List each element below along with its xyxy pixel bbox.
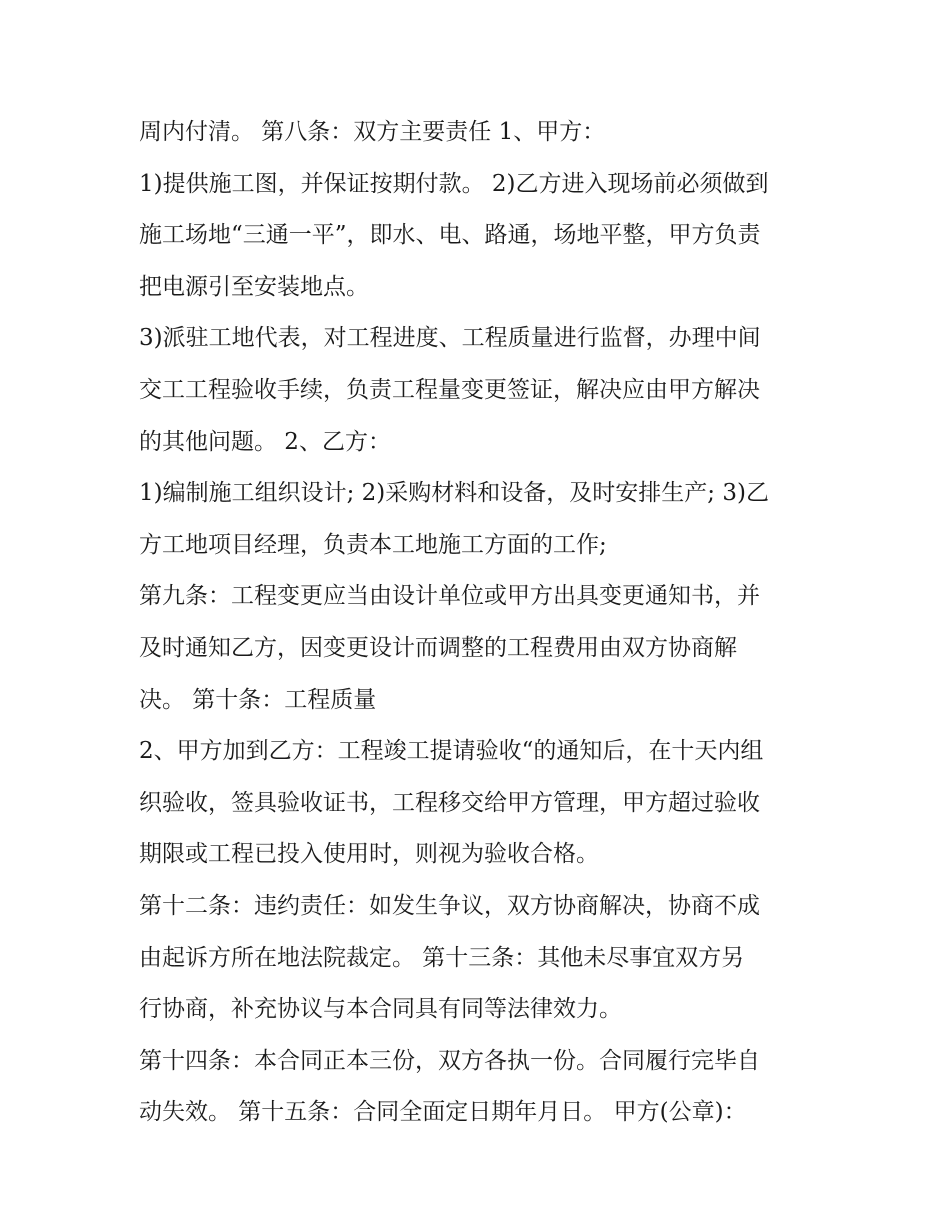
text-line: 的其他问题。 2、乙方： <box>139 428 391 455</box>
text-line: 1)编制施工组织设计; 2)采购材料和设备，及时安排生产; 3)乙 <box>139 480 769 507</box>
text-line: 施工场地“三通一平”，即水、电、路通，场地平整，甲方负责 <box>139 222 761 249</box>
paragraph-article-9-10 <box>139 571 819 726</box>
text-line: 动失效。 第十五条：合同全面定日期年月日。 甲方(公章)： <box>139 1099 747 1126</box>
text-line: 行协商，补充协议与本合同具有同等法律效力。 <box>139 996 622 1023</box>
text-line: 期限或工程已投入使用时，则视为验收合格。 <box>139 841 599 868</box>
contract-text-body <box>139 107 819 1139</box>
text-line: 3)派驻工地代表，对工程进度、工程质量进行监督，办理中间 <box>139 325 761 352</box>
text-line: 交工工程验收手续，负责工程量变更签证，解决应由甲方解决 <box>139 376 760 403</box>
paragraph-article-12-13 <box>139 881 819 1036</box>
paragraph-party-a-duty-1 <box>139 159 819 314</box>
text-line: 第九条：工程变更应当由设计单位或甲方出具变更通知书，并 <box>139 583 760 610</box>
text-line: 决。 第十条：工程质量 <box>139 686 377 713</box>
text-line: 周内付清。 第八条：双方主要责任 1、甲方： <box>139 119 606 145</box>
text-line: 1)提供施工图，并保证按期付款。 2)乙方进入现场前必须做到 <box>139 170 769 197</box>
text-line: 把电源引至安装地点。 <box>139 273 369 300</box>
text-line: 第十二条：违约责任：如发生争议，双方协商解决，协商不成 <box>139 892 760 919</box>
text-line: 由起诉方所在地法院裁定。 第十三条：其他未尽事宜双方另 <box>139 944 745 971</box>
text-line: 第十四条：本合同正本三份，双方各执一份。合同履行完毕自 <box>139 1047 760 1074</box>
text-line: 织验收，签具验收证书，工程移交给甲方管理，甲方超过验收 <box>139 789 760 816</box>
paragraph-party-a-duty-3 <box>139 313 819 468</box>
paragraph-party-b-duties <box>139 468 819 571</box>
paragraph-payment-and-article-8 <box>139 107 819 159</box>
paragraph-acceptance <box>139 726 819 881</box>
text-line: 方工地项目经理，负责本工地施工方面的工作; <box>139 531 607 558</box>
paragraph-article-14-15 <box>139 1036 819 1139</box>
text-line: 2、甲方加到乙方：工程竣工提请验收“的通知后，在十天内组 <box>139 738 764 765</box>
text-line: 及时通知乙方，因变更设计而调整的工程费用由双方协商解 <box>139 634 737 661</box>
